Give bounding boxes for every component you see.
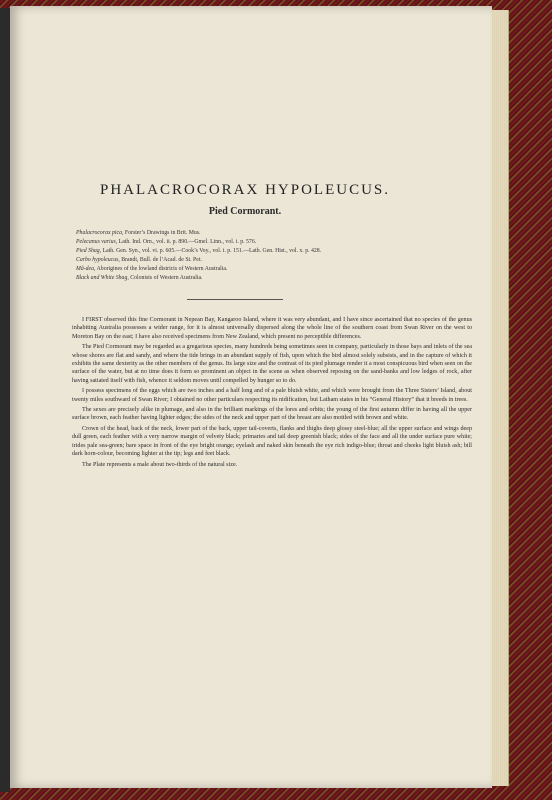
synonym-line: Black and White Shag, Colonists of Western Australia. [76,275,203,281]
paragraph: Crown of the head, back of the neck, lower part of the back, upper tail-coverts, flanks and thighs deep glossy steel-blue; all the upper surface and wings deep dull green, each feather with a very narrow margin of velvety black; primaries and tail deep greenish black; sides of the face and all the under surface pure white; irides pale sea-green; bare space in front of the eye bright orange; eyelash and naked skin beneath the eye rich indigo-blue; throat and cheeks light bluish ash; bill dark horn-colour, becoming lighter at the tip; legs and feet black. [72,425,472,458]
synonym-line: Pelecanus varius, Lath. Ind. Orn., vol. ii. p. 890.—Gmel. Linn., vol. i. p. 576. [76,239,257,245]
synonym-line: Carbo hypoleucus, Brandt, Bull. de l’Acad. de St. Pet. [76,257,202,263]
paragraph: The Pied Cormorant may be regarded as a gregarious species, many hundreds being sometimes seen in company, particularly in those bays and inlets of the sea whose shores are flat and sandy, and where the tide brings in an abundant supply of fish, upon which the bird almost solely subsists, and in the capture of which it exhibits the same dexterity as the other members of the genus. Its large size and the contrast of its pied plumage render it a most conspicuous bird when seen on the surface of the water, but at no time does it form so prominent an object in the scene as when observed reposing on the sand-banks and low ledges of rock, after having satiated itself with fish, whence it seldom moves until compelled by hunger so to do. [72,344,472,384]
paragraph: I possess specimens of the eggs which are two inches and a half long and of a pale bluish white, and which were brought from the Three Sisters’ Island, about twenty miles southward of Swan River; I obtained no other particulars respecting its nidification, but Latham states in his “General History” that it breeds in trees. [72,388,472,403]
paragraph: The sexes are precisely alike in plumage, and also in the brilliant markings of the lores and orbits; the young of the first autumn differ in having all the upper surface brown, each feather having lighter edges; the sides of the neck and upper part of the breast are also mottled with brown and white. [72,407,472,422]
page-title: PHALACROCORAX HYPOLEUCUS. [99,182,391,198]
body-text [72,316,472,471]
synonym-line: Mă-dea, Aborigines of the lowland districts of Western Australia. [76,266,228,272]
scale-ruler [0,8,10,792]
paragraph: The Plate represents a male about two-thirds of the natural size. [82,461,238,468]
synonym-line: Pied Shag, Lath. Gen. Syn., vol. vi. p. 605.—Cook’s Voy., vol. i. p. 151.—Lath. Gen. Hist., vol. x. p. 428. [76,248,322,254]
book-page [10,6,492,788]
divider [187,299,283,300]
paragraph: I FIRST observed this fine Cormorant in Nepean Bay, Kangaroo Island, where it was very abundant, and I have since ascertained that no species of the genus inhabiting Australia possesses a wider range, for it is almost universally dispersed along the whole line of the southern coast from Swan River on the west to Moreton Bay on the east; I have also received specimens from New Zealand, which present no perceptible differences. [72,317,472,340]
synonymy-list [76,229,436,283]
page-subtitle: Pied Cormorant. [208,206,282,217]
synonym-line: Phalacrocorax pica, Forster’s Drawings in Brit. Mus. [76,230,201,236]
